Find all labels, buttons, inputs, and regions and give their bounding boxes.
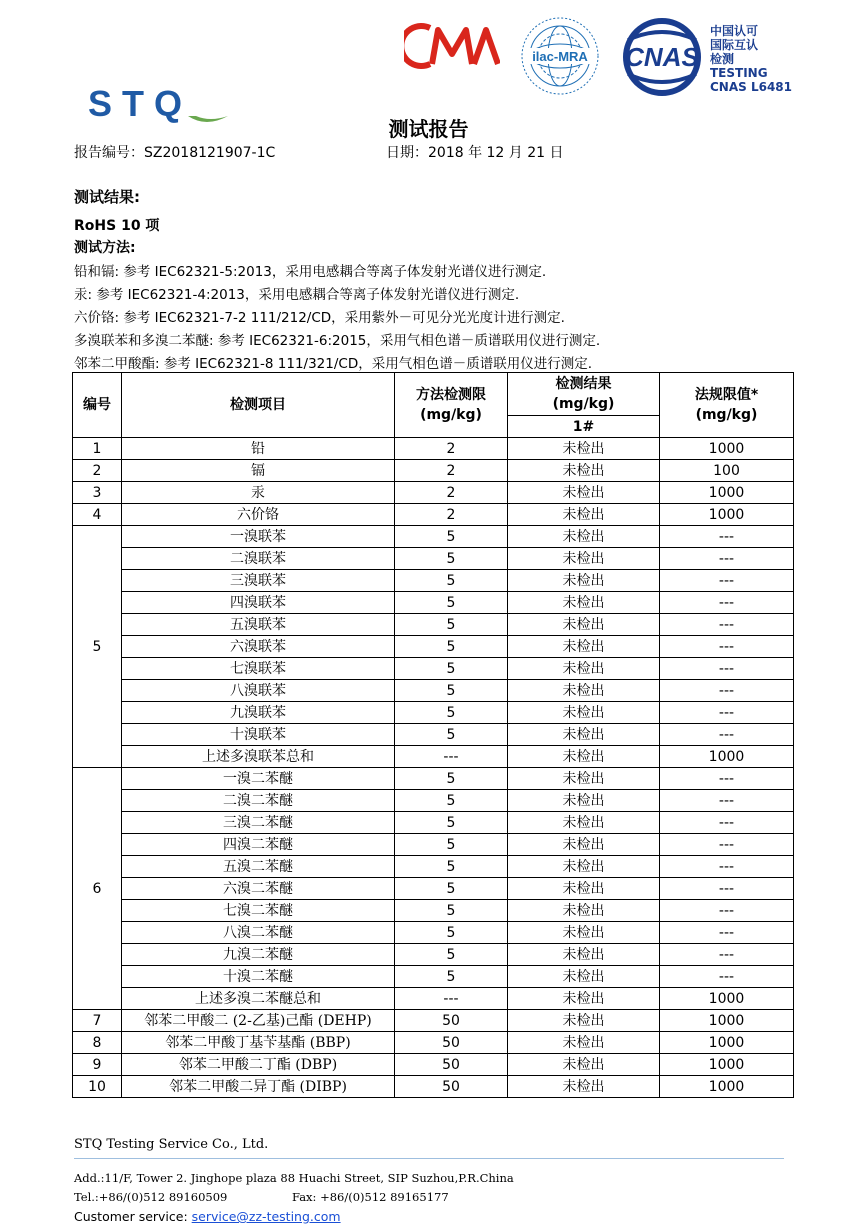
cell-limit: --- [660,856,794,878]
cell-limit: 100 [660,460,794,482]
cell-item: 铅 [122,438,395,460]
cell-mdl: 5 [395,680,508,702]
cell-mdl: 5 [395,878,508,900]
cell-result: 未检出 [508,570,660,592]
document-title: 测试报告 [388,117,469,141]
footer-address: Add.:11/F, Tower 2. Jinghope plaza 88 Huachi Street, SIP Suzhou,P.R.China [74,1171,514,1185]
cell-item: 上述多溴联苯总和 [122,746,395,768]
footer-fax: Fax: +86/(0)512 89165177 [292,1190,449,1204]
cell-limit: 1000 [660,1054,794,1076]
cell-mdl: 5 [395,724,508,746]
cell-limit: 1000 [660,1032,794,1054]
cell-limit: --- [660,944,794,966]
ilac-mra-text: ilac-MRA [532,49,588,64]
cell-item: 上述多溴二苯醚总和 [122,988,395,1010]
table-row [73,1010,794,1032]
cell-item: 一溴联苯 [122,526,395,548]
cell-no: 3 [73,482,122,504]
cell-result: 未检出 [508,856,660,878]
cma-logo [404,22,500,70]
table-row [73,592,794,614]
cell-mdl: 5 [395,636,508,658]
cell-mdl: 5 [395,658,508,680]
cell-result: 未检出 [508,438,660,460]
cell-mdl: 5 [395,812,508,834]
header-item: 检测项目 [122,373,395,438]
cell-result: 未检出 [508,504,660,526]
cell-no: 7 [73,1010,122,1032]
cell-result: 未检出 [508,922,660,944]
cell-result: 未检出 [508,614,660,636]
table-row [73,812,794,834]
table-row [73,922,794,944]
cell-no: 5 [73,526,122,768]
cell-mdl: --- [395,746,508,768]
cell-result: 未检出 [508,702,660,724]
cell-result: 未检出 [508,878,660,900]
table-row [73,878,794,900]
header-no: 编号 [73,373,122,438]
table-body [73,438,794,1098]
cell-item: 一溴二苯醚 [122,768,395,790]
cell-result: 未检出 [508,548,660,570]
cell-item: 七溴二苯醚 [122,900,395,922]
table-row [73,944,794,966]
table-row [73,614,794,636]
cell-limit: --- [660,724,794,746]
cell-mdl: 50 [395,1054,508,1076]
method-line: 六价铬: 参考 IEC62321-7-2 111/212/CD，采用紫外－可见分光光度计进行测定. [74,310,565,326]
cell-result: 未检出 [508,658,660,680]
cnas-accreditation-text [710,24,792,94]
cell-mdl: 2 [395,482,508,504]
cnas-line: CNAS L6481 [710,80,793,94]
table-row [73,438,794,460]
cell-limit: --- [660,702,794,724]
cell-mdl: 5 [395,592,508,614]
cell-mdl: 5 [395,834,508,856]
cell-item: 镉 [122,460,395,482]
cell-limit: --- [660,570,794,592]
cell-mdl: 2 [395,460,508,482]
cell-mdl: 5 [395,614,508,636]
cell-limit: 1000 [660,438,794,460]
cell-mdl: 5 [395,548,508,570]
cell-item: 八溴联苯 [122,680,395,702]
cell-mdl: 5 [395,570,508,592]
cell-item: 三溴二苯醚 [122,812,395,834]
cell-result: 未检出 [508,636,660,658]
table-row [73,966,794,988]
cell-item: 五溴二苯醚 [122,856,395,878]
cnas-text: CNAS [625,42,699,72]
table-row [73,1032,794,1054]
cell-limit: --- [660,966,794,988]
header-limit: 法规限值* (mg/kg) [660,373,794,438]
cell-item: 六溴二苯醚 [122,878,395,900]
cell-limit: --- [660,878,794,900]
cell-item: 六溴联苯 [122,636,395,658]
cell-mdl: 50 [395,1032,508,1054]
method-line: 多溴联苯和多溴二苯醚: 参考 IEC62321-6:2015，采用气相色谱－质谱联用仪进行测定. [74,333,601,349]
cell-item: 八溴二苯醚 [122,922,395,944]
cell-mdl: 5 [395,526,508,548]
cell-item: 十溴二苯醚 [122,966,395,988]
table-row [73,548,794,570]
footer-customer-service [74,1209,341,1224]
cell-item: 九溴二苯醚 [122,944,395,966]
table-row [73,658,794,680]
footer-company: STQ Testing Service Co., Ltd. [74,1137,269,1152]
cell-item: 四溴二苯醚 [122,834,395,856]
cell-mdl: 2 [395,504,508,526]
table-row [73,988,794,1010]
cell-mdl: 5 [395,966,508,988]
cell-result: 未检出 [508,1076,660,1098]
stq-logo-text: STQ [88,86,193,124]
footer-tel: Tel.:+86/(0)512 89160509 [74,1190,228,1204]
cell-result: 未检出 [508,944,660,966]
cell-mdl: 5 [395,944,508,966]
cell-limit: --- [660,834,794,856]
cell-limit: --- [660,636,794,658]
cell-item: 五溴联苯 [122,614,395,636]
cell-mdl: 5 [395,790,508,812]
cell-item: 九溴联苯 [122,702,395,724]
table-row [73,482,794,504]
cnas-line: 国际互认 [710,38,759,52]
table-row [73,1054,794,1076]
cell-no: 9 [73,1054,122,1076]
rohs-label: RoHS 10 项 [74,218,160,234]
cell-result: 未检出 [508,1032,660,1054]
cell-limit: --- [660,768,794,790]
cell-item: 十溴联苯 [122,724,395,746]
cnas-line: 检测 [710,52,735,66]
method-line: 邻苯二甲酸酯: 参考 IEC62321-8 111/321/CD，采用气相色谱－质谱联用仪进行测定. [74,356,593,372]
cell-mdl: 5 [395,856,508,878]
header-result: 检测结果 (mg/kg) [508,373,660,416]
method-line: 铅和镉: 参考 IEC62321-5:2013，采用电感耦合等离子体发射光谱仪进行测定. [74,264,547,280]
table-row [73,834,794,856]
cell-item: 六价铬 [122,504,395,526]
cell-result: 未检出 [508,1010,660,1032]
cell-mdl: 5 [395,900,508,922]
customer-service-email-link[interactable]: service@zz-testing.com [191,1209,341,1224]
customer-service-label: Customer service: [74,1209,192,1224]
table-row [73,636,794,658]
table-row [73,570,794,592]
header-mdl: 方法检测限 (mg/kg) [395,373,508,438]
cell-limit: 1000 [660,482,794,504]
cma-logo-text: CMA [404,22,407,23]
cell-limit: --- [660,526,794,548]
cell-item: 二溴二苯醚 [122,790,395,812]
cell-result: 未检出 [508,724,660,746]
cell-limit: 1000 [660,988,794,1010]
cell-result: 未检出 [508,988,660,1010]
cnas-logo [614,18,710,96]
cell-item: 三溴联苯 [122,570,395,592]
cell-item: 邻苯二甲酸二丁酯 (DBP) [122,1054,395,1076]
cell-result: 未检出 [508,592,660,614]
cell-result: 未检出 [508,526,660,548]
cell-result: 未检出 [508,768,660,790]
cell-mdl: 5 [395,702,508,724]
header-sample: 1# [508,416,660,438]
method-line: 汞: 参考 IEC62321-4:2013，采用电感耦合等离子体发射光谱仪进行测定. [74,287,520,303]
cell-limit: --- [660,812,794,834]
cell-limit: --- [660,922,794,944]
cell-limit: 1000 [660,1076,794,1098]
cell-result: 未检出 [508,460,660,482]
cell-limit: --- [660,658,794,680]
cell-no: 6 [73,768,122,1010]
cell-no: 8 [73,1032,122,1054]
cell-limit: 1000 [660,746,794,768]
cell-result: 未检出 [508,900,660,922]
cell-limit: --- [660,548,794,570]
footer-divider [74,1158,784,1159]
cell-mdl: 5 [395,922,508,944]
method-heading: 测试方法: [74,240,136,256]
cell-item: 邻苯二甲酸二异丁酯 (DIBP) [122,1076,395,1098]
table-row [73,746,794,768]
table-row [73,702,794,724]
table-row [73,900,794,922]
table-row [73,856,794,878]
table-row [73,460,794,482]
cell-result: 未检出 [508,812,660,834]
table-row [73,504,794,526]
report-number: 报告编号：SZ2018121907-1C [74,145,276,161]
cell-no: 1 [73,438,122,460]
cell-limit: --- [660,680,794,702]
cell-mdl: 50 [395,1010,508,1032]
cell-result: 未检出 [508,746,660,768]
cell-item: 汞 [122,482,395,504]
table-row [73,680,794,702]
cell-item: 四溴联苯 [122,592,395,614]
cell-no: 2 [73,460,122,482]
table-row [73,724,794,746]
cell-limit: --- [660,592,794,614]
cnas-line: 中国认可 [710,24,759,38]
ilac-mra-logo [520,16,600,96]
cell-mdl: 50 [395,1076,508,1098]
report-date: 日期：2018 年 12 月 21 日 [386,145,564,161]
table-row [73,768,794,790]
cell-item: 七溴联苯 [122,658,395,680]
cell-result: 未检出 [508,482,660,504]
cell-item: 邻苯二甲酸丁基苄基酯 (BBP) [122,1032,395,1054]
cell-result: 未检出 [508,790,660,812]
cell-result: 未检出 [508,1054,660,1076]
cell-result: 未检出 [508,680,660,702]
cell-no: 4 [73,504,122,526]
cell-limit: 1000 [660,504,794,526]
table-row [73,526,794,548]
cell-limit: --- [660,614,794,636]
cell-result: 未检出 [508,966,660,988]
table-row [73,790,794,812]
cell-item: 二溴联苯 [122,548,395,570]
results-table [72,372,794,1098]
results-heading: 测试结果: [74,188,140,206]
cnas-line: TESTING [710,66,768,80]
table-row [73,1076,794,1098]
cell-limit: 1000 [660,1010,794,1032]
cell-limit: --- [660,790,794,812]
cell-mdl: --- [395,988,508,1010]
cell-limit: --- [660,900,794,922]
cell-item: 邻苯二甲酸二 (2-乙基)己酯 (DEHP) [122,1010,395,1032]
cell-no: 10 [73,1076,122,1098]
cell-result: 未检出 [508,834,660,856]
cell-mdl: 5 [395,768,508,790]
cell-mdl: 2 [395,438,508,460]
